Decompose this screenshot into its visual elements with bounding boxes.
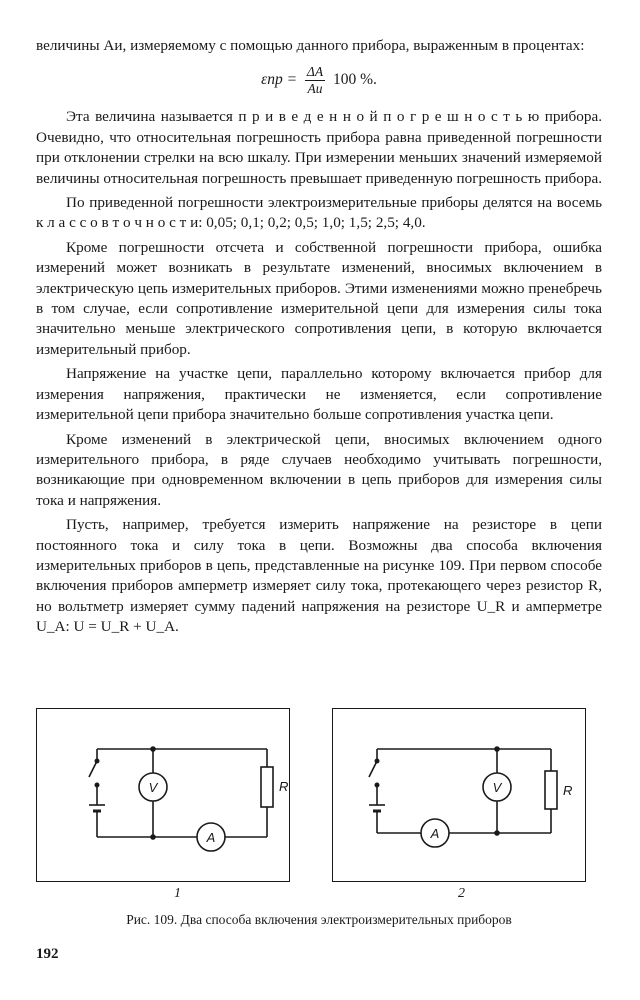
paragraph-reduced-error: Эта величина называется п р и в е д е н н о й п о г р е ш н о с т ь ю прибора. Очевидно, что относительная погрешность прибора равна приведенной погрешности при отклонении стрелки на всю шкалу. При измерении меньших значений измеряемой величины относительная погрешность превышает приведенную погрешность прибора. — [36, 108, 603, 187]
voltmeter-2-label: V — [492, 780, 502, 795]
paragraph-example: Пусть, например, требуется измерить напряжение на резисторе в цепи постоянного тока и силу тока в цепи. Возможны два способа включения измерительных приборов в цепь, представленные на рисунке 109. При первом способе включения приборов амперметр измеряет силу тока, протекающего через резистор R, но вольтметр измеряет сумму падений напряжения на резисторе U_R и амперметре U_A: U = U_R + U_A. — [36, 516, 602, 636]
circuit-diagram-1 — [36, 708, 290, 882]
paragraph-accuracy-classes: По приведенной погрешности электроизмерительные приборы делятся на восемь к л а с с о в т о ч н о с т и: 0,05; 0,1; 0,2; 0,5; 1,0; 1,5; 2,5; 4,0. — [36, 194, 602, 232]
figure-number-2: 2 — [458, 886, 465, 901]
figure-caption: Рис. 109. Два способа включения электроизмерительных приборов — [126, 912, 512, 927]
voltmeter-1-label: V — [148, 780, 158, 795]
intro-paragraph: величины Aи, измеряемому с помощью данного прибора, выраженным в процентах: — [36, 37, 585, 54]
ammeter-1-label: A — [206, 830, 216, 845]
paragraph-measurement-errors: Кроме погрешности отсчета и собственной погрешности прибора, ошибка измерений может возникать в результате изменений, вносимых включением в электрическую цепь измерительных приборов. Этими изменениями можно пренебречь в том случае, если сопротивление измерительной цепи для измерения силы тока значительно меньше электрического сопротивления цепи, в которую включается измерительный прибор. — [36, 238, 602, 358]
switch-lever — [89, 761, 97, 777]
ammeter-2-label: A — [430, 826, 440, 841]
figure-109 — [36, 708, 602, 908]
resistor-2 — [545, 771, 557, 809]
paragraph-voltage-section: Напряжение на участке цепи, параллельно которому включается прибор для измерения напряжения, практически не изменяется, если сопротивление измерительной цепи прибора значительно больше сопротивления участка цепи. — [36, 365, 602, 424]
page-number: 192 — [36, 946, 59, 962]
resistor-1-label: R — [279, 779, 289, 794]
formula-fraction — [305, 64, 325, 97]
paragraph-simultaneous-inclusion: Кроме изменений в электрической цепи, вносимых включением одного измерительного прибора, в ряде случаев необходимо учитывать погрешности, возникающие при одновременном включении в цепь приборов для измерения силы тока и напряжения. — [36, 430, 602, 509]
formula-numerator: ΔA — [306, 64, 324, 80]
formula-lhs: εпр — [261, 71, 283, 89]
resistor-2-label: R — [563, 783, 573, 798]
switch-lever — [369, 761, 377, 777]
formula-rhs: 100 %. — [332, 71, 377, 89]
page-body — [36, 36, 602, 642]
resistor-1 — [261, 767, 273, 807]
formula-denominator: Aи — [307, 81, 323, 97]
figure-number-1: 1 — [174, 886, 181, 901]
circuit-diagram-2 — [332, 708, 586, 882]
relative-error-formula: εпр = $\frac{\Delta A}{Aи}$ 100 %. — [261, 64, 377, 97]
